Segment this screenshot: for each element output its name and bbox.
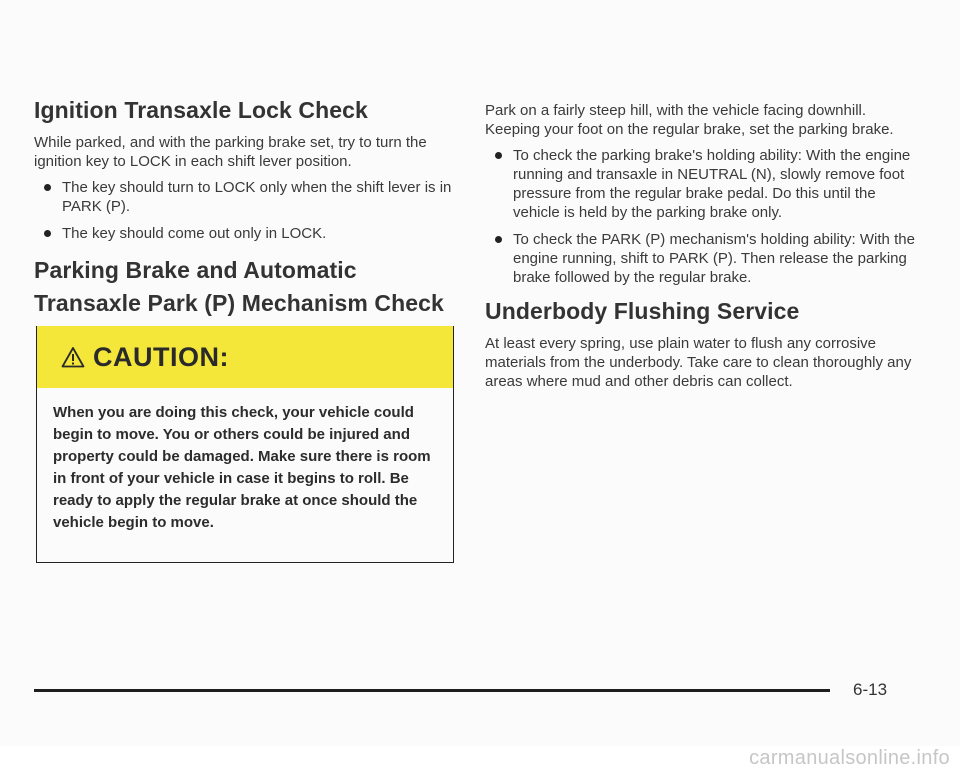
list-item: The key should come out only in LOCK. — [34, 224, 459, 243]
caution-header — [37, 326, 453, 388]
ignition-bullet-list — [34, 178, 459, 243]
list-item: To check the parking brake's holding ability: With the engine running and transaxle in NEUTRAL (N), slowly remove foot pressure from the regular brake pedal. Do this until the vehicle is held by the parking brake only. — [485, 146, 925, 222]
heading-underbody-flushing: Underbody Flushing Service — [485, 298, 800, 324]
list-item: To check the PARK (P) mechanism's holding ability: With the engine running, shift to PARK (P). Then release the parking brake followed by the regular brake. — [485, 230, 925, 287]
bullet-icon — [44, 184, 51, 191]
caution-label: CAUTION: — [93, 341, 229, 372]
heading-ignition-lock-check: Ignition Transaxle Lock Check — [34, 97, 368, 123]
list-item: The key should turn to LOCK only when the shift lever is in PARK (P). — [34, 178, 459, 216]
warning-triangle-icon — [61, 346, 85, 368]
caution-text: When you are doing this check, your vehicle could begin to move. You or others could be injured and property could be damaged. Make sure there is room in front of your vehicle in case it begins to roll. Be ready to apply the regular brake at once should the vehicle begin to move. — [53, 404, 431, 531]
page-number: 6-13 — [853, 680, 888, 699]
ignition-intro-paragraph: While parked, and with the parking brake set, try to turn the ignition key to LOCK in each shift lever position. — [34, 134, 427, 170]
watermark-bar — [0, 746, 960, 771]
hill-intro-paragraph: Park on a fairly steep hill, with the vehicle facing downhill. Keeping your foot on the regular brake, set the parking brake. — [485, 102, 894, 138]
bullet-icon — [44, 230, 51, 237]
hill-bullet-list — [485, 146, 925, 287]
caution-box — [36, 326, 454, 563]
heading-parking-brake-check: Parking Brake and Automatic Transaxle Park (P) Mechanism Check — [34, 257, 444, 316]
watermark-text: carmanualsonline.info — [749, 747, 950, 769]
bullet-icon — [495, 152, 502, 159]
underbody-paragraph: At least every spring, use plain water to flush any corrosive materials from the underbody. Take care to clean thoroughly any areas where mud and other debris can collect. — [485, 335, 912, 390]
bullet-icon — [495, 236, 502, 243]
left-column — [34, 96, 459, 320]
right-column — [485, 101, 925, 391]
footer-rule — [34, 689, 830, 692]
